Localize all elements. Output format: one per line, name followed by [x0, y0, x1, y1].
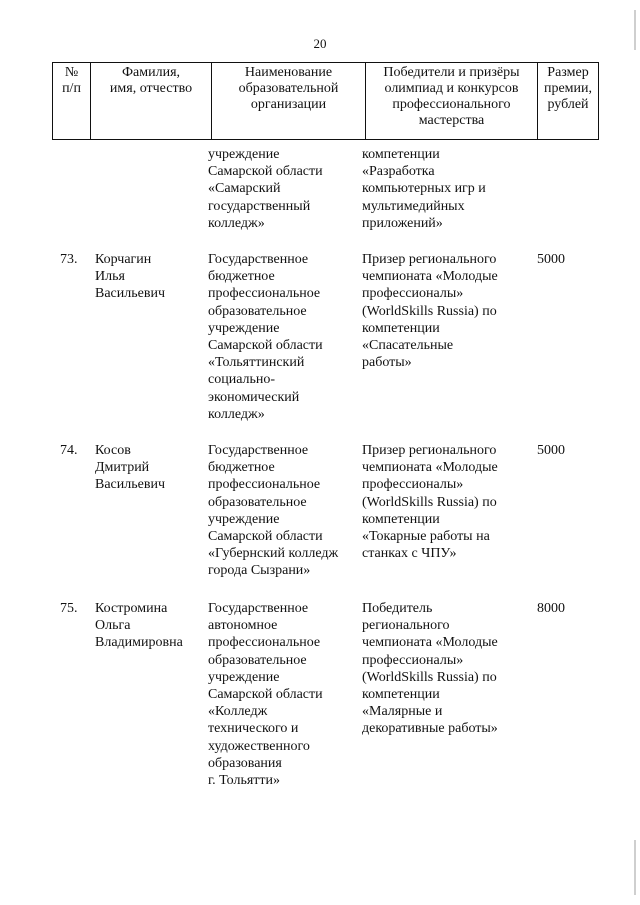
row-73-winner: Призер регионального чемпионата «Молодые профессионалы» (WorldSkills Russia) по компетенции «Спасательные работы» — [362, 252, 498, 371]
row-73-name: Корчагин Илья Васильевич — [95, 252, 165, 302]
row-75-name: Костромина Ольга Владимировна — [95, 601, 183, 651]
header-name: Фамилия, имя, отчество — [91, 63, 212, 140]
header-org: Наименование образовательной организации — [212, 63, 366, 140]
scan-edge-mark — [634, 840, 636, 895]
row-74-winner: Призер регионального чемпионата «Молодые профессионалы» (WorldSkills Russia) по компетенции «Токарные работы на станках с ЧПУ» — [362, 443, 498, 562]
row-73-num: 73. — [60, 252, 78, 267]
header-num: № п/п — [53, 63, 91, 140]
row-74-name: Косов Дмитрий Васильевич — [95, 443, 165, 493]
table-header — [52, 62, 599, 140]
header-prize: Размер премии, рублей — [538, 63, 599, 140]
scan-edge-mark — [634, 10, 636, 50]
continuation-winner: компетенции «Разработка компьютерных игр и мультимедийных приложений» — [362, 147, 486, 231]
continuation-org: учреждение Самарской области «Самарский государственный колледж» — [208, 147, 323, 231]
row-74-prize: 5000 — [537, 443, 565, 458]
header-winner: Победители и призёры олимпиад и конкурсов профессионального мастерства — [366, 63, 538, 140]
row-75-prize: 8000 — [537, 601, 565, 616]
row-73-org: Государственное бюджетное профессиональное образовательное учреждение Самарской области «Тольяттинский социально- экономический колледж» — [208, 252, 323, 422]
row-75-winner: Победитель регионального чемпионата «Молодые профессионалы» (WorldSkills Russia) по компетенции «Малярные и декоративные работы» — [362, 601, 498, 737]
row-73-prize: 5000 — [537, 252, 565, 267]
row-74-num: 74. — [60, 443, 78, 458]
row-74-org: Государственное бюджетное профессиональное образовательное учреждение Самарской области «Губернский колледж города Сызрани» — [208, 443, 339, 579]
row-75-org: Государственное автономное профессиональное образовательное учреждение Самарской области «Колледж технического и художественного образования г. Тольятти» — [208, 601, 323, 789]
row-75-num: 75. — [60, 601, 78, 616]
page-number: 20 — [313, 36, 327, 51]
